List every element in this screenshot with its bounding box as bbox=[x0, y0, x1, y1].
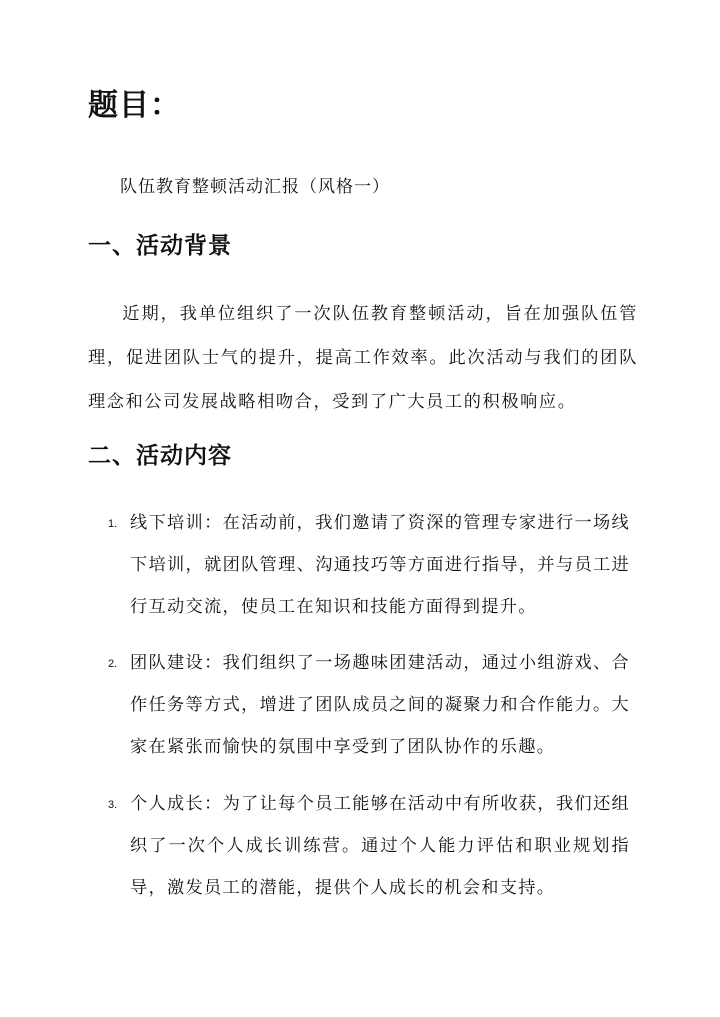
list-item bbox=[108, 642, 628, 768]
section-heading-content: 二、活动内容 bbox=[88, 442, 232, 469]
section-heading-background: 一、活动背景 bbox=[88, 232, 232, 259]
list-item-text: 线下培训：在活动前，我们邀请了资深的管理专家进行一场线下培训，就团队管理、沟通技巧等方面进行指导，并与员工进行互动交流，使员工在知识和技能方面得到提升。 bbox=[130, 513, 630, 617]
list-item-text: 个人成长：为了让每个员工能够在活动中有所收获，我们还组织了一次个人成长训练营。通过个人能力评估和职业规划指导，激发员工的潜能，提供个人成长的机会和支持。 bbox=[130, 794, 630, 898]
list-item-number: 2. bbox=[108, 658, 118, 670]
list-item bbox=[108, 502, 628, 628]
document-title: 题目： bbox=[88, 88, 181, 123]
background-paragraph: 近期，我单位组织了一次队伍教育整顿活动，旨在加强队伍管理，促进团队士气的提升，提高工作效率。此次活动与我们的团队理念和公司发展战略相吻合，受到了广大员工的积极响应。 bbox=[88, 304, 638, 412]
list-item-number: 1. bbox=[108, 518, 118, 530]
list-item bbox=[108, 783, 628, 909]
list-item-text: 团队建设：我们组织了一场趣味团建活动，通过小组游戏、合作任务等方式，增进了团队成员之间的凝聚力和合作能力。大家在紧张而愉快的氛围中享受到了团队协作的乐趣。 bbox=[130, 653, 630, 757]
list-item-number: 3. bbox=[108, 799, 118, 811]
document-subtitle: 队伍教育整顿活动汇报（风格一） bbox=[120, 177, 390, 197]
